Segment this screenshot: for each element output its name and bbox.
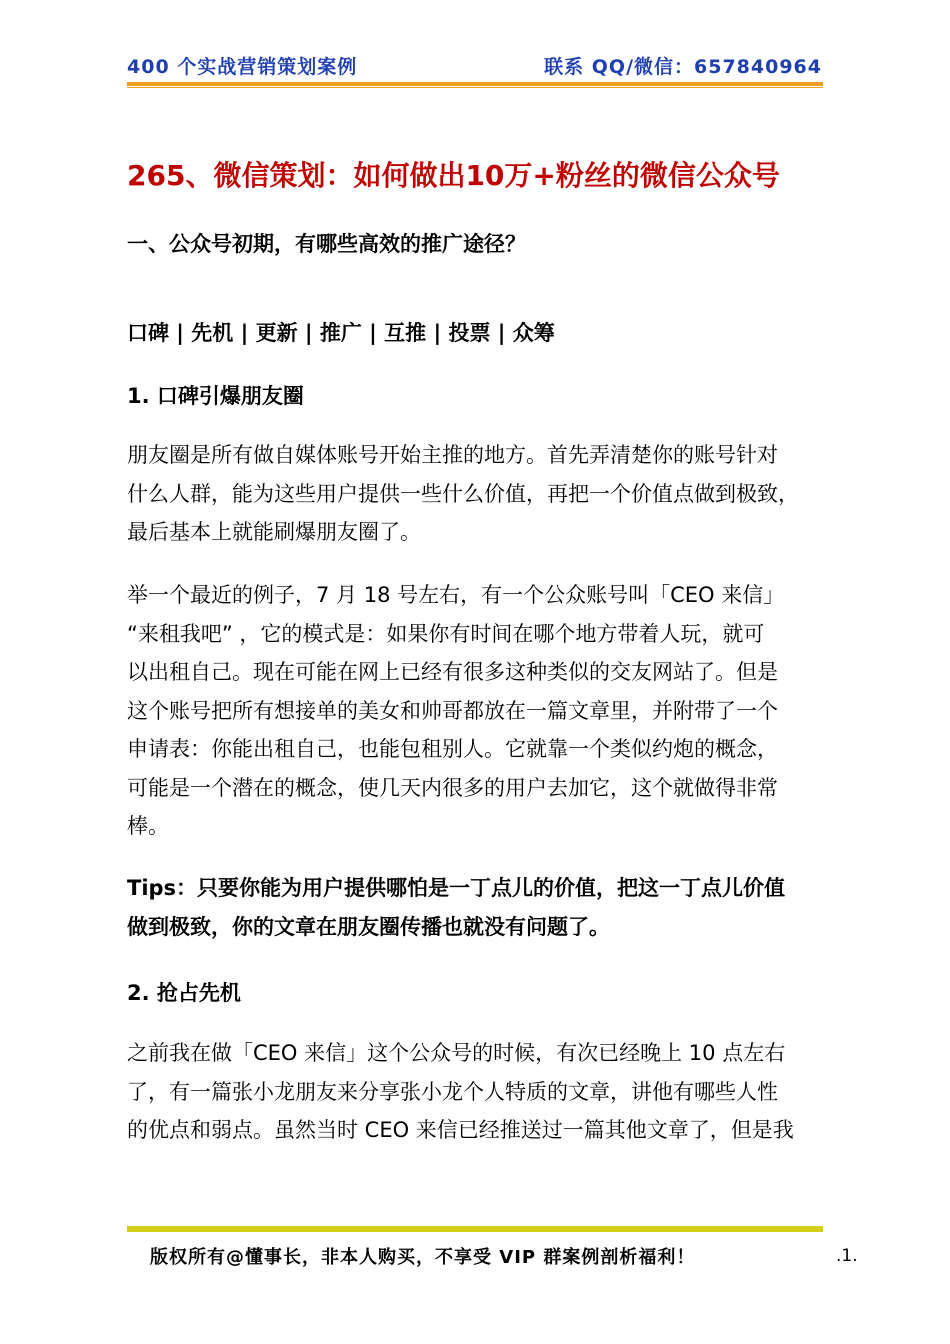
text-line: 的优点和弱点。虽然当时 CEO 来信已经推送过一篇其他文章了，但是我 xyxy=(127,1118,794,1142)
document-title: 265、微信策划：如何做出10万+粉丝的微信公众号 xyxy=(127,159,780,192)
text-line: 做到极致，你的文章在朋友圈传播也就没有问题了。 xyxy=(127,914,610,939)
header-left-text: 400 个实战营销策划案例 xyxy=(127,56,358,78)
text-line: 之前我在做「CEO 来信」这个公众号的时候，有次已经晚上 10 点左右 xyxy=(127,1041,786,1065)
section-heading-1: 一、公众号初期，有哪些高效的推广途径？ xyxy=(127,232,526,256)
subheading-word-of-mouth: 1. 口碑引爆朋友圈 xyxy=(127,384,304,408)
header-contact-text: 联系 QQ/微信：657840964 xyxy=(544,56,822,78)
page-number: .1. xyxy=(836,1246,858,1266)
text-line: 朋友圈是所有做自媒体账号开始主推的地方。首先弄清楚你的账号针对 xyxy=(127,443,778,467)
paragraph-2 xyxy=(127,576,827,846)
text-line: “来租我吧” ，它的模式是：如果你有时间在哪个地方带着人玩，就可 xyxy=(127,621,765,646)
text-line: 什么人群，能为这些用户提供一些什么价值，再把一个价值点做到极致， xyxy=(127,481,799,506)
text-line: 棒。 xyxy=(127,814,169,838)
footer-divider xyxy=(127,1226,823,1232)
footer-copyright: 版权所有@懂事长，非本人购买，不享受 VIP 群案例剖析福利！ xyxy=(150,1247,696,1268)
subheading-first-mover: 2. 抢占先机 xyxy=(127,981,241,1005)
keywords-line: 口碑 | 先机 | 更新 | 推广 | 互推 | 投票 | 众筹 xyxy=(127,321,555,345)
text-line: 可能是一个潜在的概念，使几天内很多的用户去加它，这个就做得非常 xyxy=(127,775,778,800)
text-line: Tips：只要你能为用户提供哪怕是一丁点儿的价值，把这一丁点儿价值 xyxy=(127,876,786,900)
header-divider-thin xyxy=(127,87,823,88)
header-divider xyxy=(127,82,823,86)
text-line: 申请表：你能出租自己，也能包租别人。它就靠一个类似约炮的概念， xyxy=(127,737,778,761)
text-line: 以出租自己。现在可能在网上已经有很多这种类似的交友网站了。但是 xyxy=(127,660,778,684)
text-line: 了，有一篇张小龙朋友来分享张小龙个人特质的文章，讲他有哪些人性 xyxy=(127,1079,778,1104)
paragraph-1 xyxy=(127,436,827,552)
text-line: 举一个最近的例子，7 月 18 号左右，有一个公众账号叫「CEO 来信」 xyxy=(127,583,785,607)
text-line: 最后基本上就能刷爆朋友圈了。 xyxy=(127,520,421,544)
paragraph-3 xyxy=(127,1034,827,1150)
text-line: 这个账号把所有想接单的美女和帅哥都放在一篇文章里，并附带了一个 xyxy=(127,698,778,723)
tips-paragraph xyxy=(127,869,827,946)
